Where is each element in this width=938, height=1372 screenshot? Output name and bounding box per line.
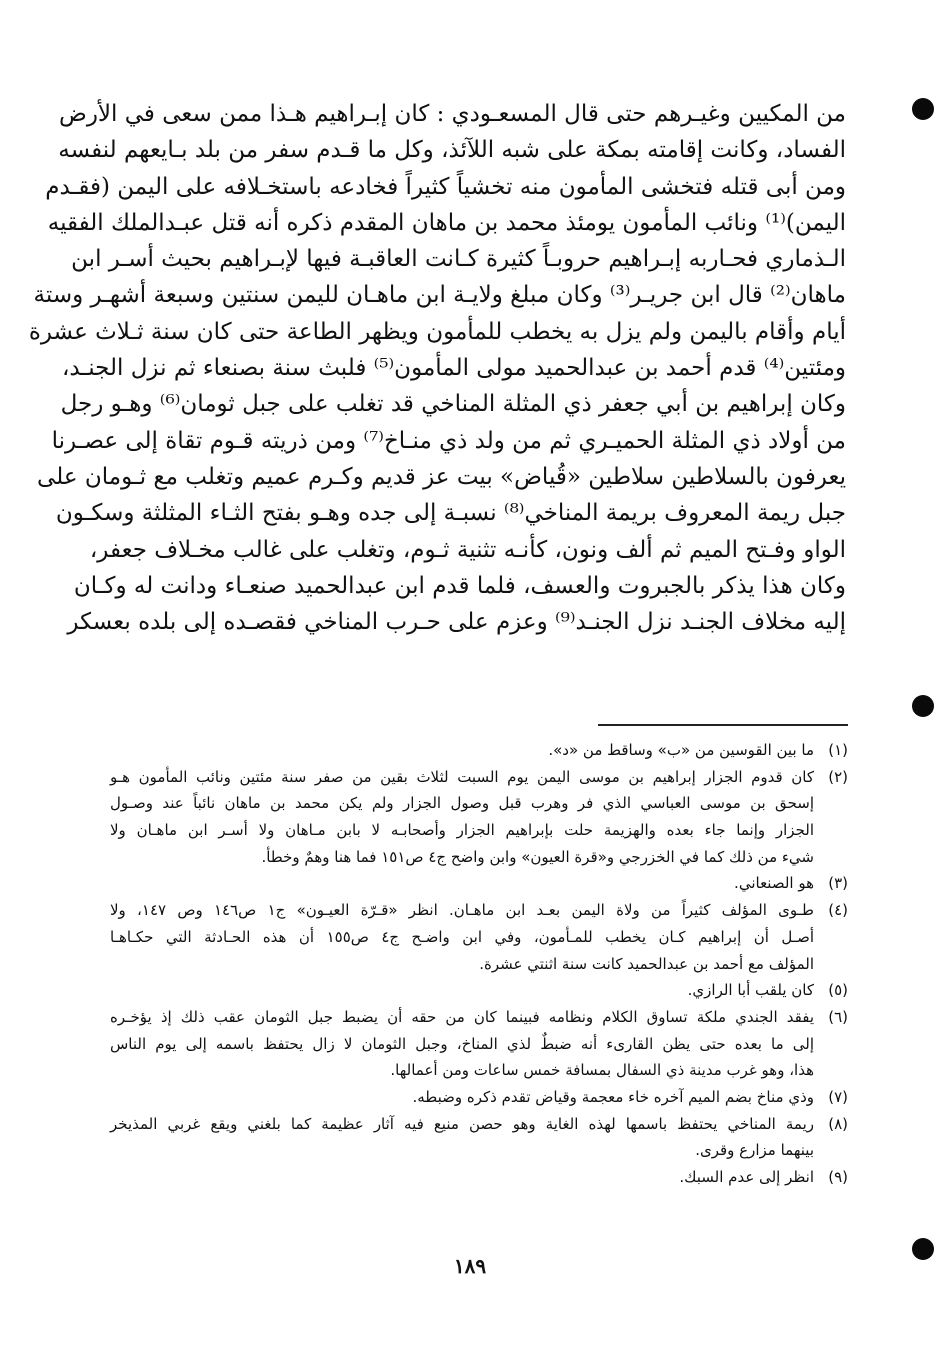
footnote-line: الجزار وإنما جاء بعده والهزيمة حلت بإبراهيم الجزار وأصحابـه لا بابن مـاهان ولا أسـر ابن ماهـان ولا [110,821,814,840]
binder-hole [912,98,934,120]
footnote-2 [110,764,848,871]
text-line: وكان هذا يذكر بالجبروت والعسف، فلما قدم ابن عبدالحميد صنعـاء ودانت له وكـان [73,572,846,599]
footnote-number: (٤) [828,901,848,920]
binder-hole [912,695,934,717]
text-line: يعرفون بالسلاطين سلاطين «قُياض» بيت عز قديم وكـرم عميم وتغلب مع ثـومان على [37,463,846,490]
footnote-3 [110,870,848,897]
footnote-number: (٧) [828,1087,848,1106]
text-line: ومئتين⁽⁴⁾ قدم أحمد بن عبدالحميد مولى المأمون⁽⁵⁾ فلبث سنة بصنعاء ثم نزل الجنـد، [61,355,846,382]
page-number: ١٨٩ [453,1254,487,1278]
text-line: جبل ريمة المعروف بريمة المناخي⁽⁸⁾ نسبـة إلى جده وهـو بفتح الثـاء المثلثة وسكـون [55,500,846,527]
text-line: ماهان⁽²⁾ قال ابن جريـر⁽³⁾ وكان مبلغ ولايـة ابن ماهـان لليمن سنتين وسبعة أشهـر وستة [33,282,846,309]
footnote-number: (١) [828,741,848,759]
footnote-6 [110,1004,848,1084]
footnote-9 [110,1164,848,1191]
footnote-line: إلى ما بعده حتى يظن القارىء أنه ضبطٌ لذي المناخ، وجبل الثومان لا زال يحتفظ باسمه إلى يوم الناس [110,1034,814,1053]
footnote-line: طـوى المؤلف كثيراً من ولاة اليمن بعـد ابن ماهـان. انظر «قـرّة العيـون» ج١ ص١٤٦ وص ١٤٧، ولا [110,901,814,920]
text-line: الواو وفـتح الميم ثم ألف ونون، كأنـه تثنية ثـوم، وتغلب على غالب مخـلاف جعفر، [89,536,846,563]
footnotes [110,737,848,1191]
text-line: من أولاد ذي المثلة الحميـري ثم من ولد ذي منـاخ⁽⁷⁾ ومن ذريته قـوم تقاة إلى عصـرنا [51,427,846,454]
footnote-number: (٢) [828,767,848,786]
footnote-8 [110,1111,848,1164]
footnote-line: انظر إلى عدم السبك. [679,1168,814,1186]
footnote-line: شيء من ذلك كما في الخزرجي و«قرة العيون» وابن واضح ج٤ ص١٥١ فما هنا وهمٌ وخطأ. [261,847,814,866]
footnote-line: هذا، وهو غرب مدينة ذي السفال بمسافة خمس ساعات ومن أعمالها. [390,1061,814,1080]
text-line: الـذماري فحـاربه إبـراهيم حروبـاً كثيرة كـانت العاقبـة فيها لإبـراهيم بحيث أسـر ابن [71,246,846,273]
footnote-line: أصـل أن إبراهيم كـان يخطب للمـأمون، وفي ابن واضـح ج٤ ص١٥٥ أن هذه الحـادثة التي حكـاهـا [110,927,814,946]
text-line: ومن أبى قتله فتخشى المأمون منه تخشياً كثيراً فخادعه باستخـلافه على اليمن (فقـدم [45,173,846,200]
footnote-line: ريمة المناخي يحتفظ باسمها لهذه الغاية وهو حصن منيع فيه آثار عظيمة كما بلغني ويقع غربي المذيخر [110,1114,814,1133]
footnote-line: هو الصنعاني. [734,874,814,893]
text-line: أيام وأقام باليمن ولم يزل به يخطب للمأمون ويظهر الطاعة حتى كان سنة ثـلاث عشرة [28,318,846,345]
footnote-4 [110,897,848,977]
binder-hole [912,1238,934,1260]
text-line: وكان إبراهيم بن أبي جعفر ذي المثلة المناخي قد تغلب على جبل ثومان⁽⁶⁾ وهـو رجل [60,391,846,418]
main-text [28,96,846,640]
footnote-1 [110,737,848,764]
text-line: من المكيين وغيـرهم حتى قال المسعـودي : كان إبـراهيم هـذا ممن سعى في الأرض [59,101,846,127]
footnote-separator [598,724,848,726]
footnote-line: كان يلقب أبا الرازي. [687,981,814,1000]
text-line: اليمن)⁽¹⁾ ونائب المأمون يومئذ محمد بن ماهان المقدم ذكره أنه قتل عبـدالملك الفقيه [47,209,846,236]
footnote-7 [110,1084,848,1111]
footnote-line: يفقد الجندي ملكة تساوق الكلام ونظامه فبينما كان من حقه أن يضبط جبل الثومان عقب ذلك إذ يؤخـره [110,1007,814,1026]
footnote-number: (٣) [828,874,848,893]
footnote-line: وذي مناخ بضم الميم آخره خاء معجمة وقياض تقدم ذكره وضبطه. [412,1087,814,1106]
footnote-number: (٩) [828,1168,848,1186]
footnote-number: (٦) [828,1007,848,1026]
footnote-number: (٨) [828,1114,848,1133]
footnote-number: (٥) [828,981,848,1000]
footnote-line: بينهما مزارع وقرى. [695,1141,814,1160]
footnote-5 [110,977,848,1004]
footnote-line: المؤلف مع أحمد بن عبدالحميد كانت سنة اثنتي عشرة. [479,954,814,973]
text-line: الفساد، وكانت إقامته بمكة على شبه اللآئذ، وكل ما قـدم سفر من بلد بـايعهم لنفسه [58,137,846,164]
text-line: إليه مخلاف الجنـد نزل الجنـد⁽⁹⁾ وعزم على حـرب المناخي فقصـده إلى بلده بعسكر [67,609,846,636]
footnote-line: إسحق بن موسى العباسي الذي فر وهرب قبل وصول الجزار ولم يكن محمد بن ماهان نائباً عند وصـول [110,794,814,813]
footnote-line: كان قدوم الجزار إبراهيم بن موسى اليمن يوم السبت لثلاث بقين من صفر سنة مئتين ونائب المأمون هـو [110,767,814,786]
footnote-line: ما بين القوسين من «ب» وساقط من «د». [548,741,814,759]
